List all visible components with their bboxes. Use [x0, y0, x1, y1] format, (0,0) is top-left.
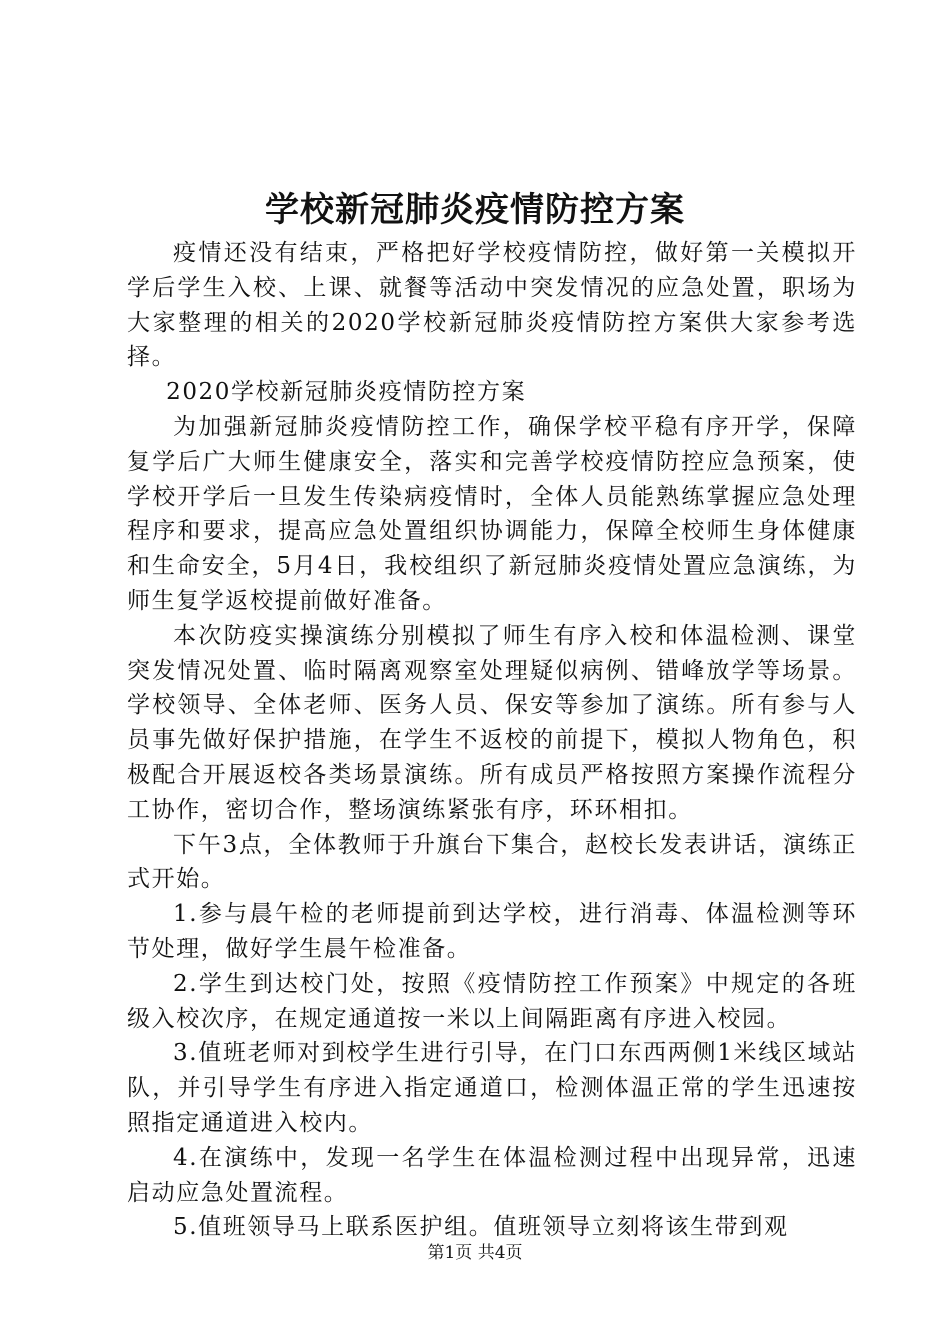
list-item: 2.学生到达校门处，按照《疫情防控工作预案》中规定的各班级入校次序，在规定通道按一米以上间隔距离有序进入校园。: [127, 970, 857, 1032]
document-title: 学校新冠肺炎疫情防控方案: [265, 190, 685, 230]
body-paragraph: 为加强新冠肺炎疫情防控工作，确保学校平稳有序开学，保障复学后广大师生健康安全，落实和完善学校疫情防控应急预案，使学校开学后一旦发生传染病疫情时，全体人员能熟练掌握应急处理程序和要求，提高应急处置组织协调能力，保障全校师生身体健康和生命安全，5月4日，我校组织了新冠肺炎疫情处置应急演练，为师生复学返校提前做好准备。: [127, 413, 857, 614]
document-body: [127, 236, 857, 1245]
body-paragraph: 本次防疫实操演练分别模拟了师生有序入校和体温检测、课堂突发情况处置、临时隔离观察室处理疑似病例、错峰放学等场景。学校领导、全体老师、医务人员、保安等参加了演练。所有参与人员事先做好保护措施，在学生不返校的前提下，模拟人物角色，积极配合开展返校各类场景演练。所有成员严格按照方案操作流程分工协作，密切合作，整场演练紧张有序，环环相扣。: [127, 622, 857, 823]
section-heading: 2020学校新冠肺炎疫情防控方案: [166, 379, 527, 406]
list-item: 4.在演练中，发现一名学生在体温检测过程中出现异常，迅速启动应急处置流程。: [127, 1144, 857, 1206]
page-number-footer: 第1页 共4页: [427, 1243, 523, 1263]
body-paragraph: 下午3点，全体教师于升旗台下集合，赵校长发表讲话，演练正式开始。: [127, 831, 857, 893]
intro-paragraph: 疫情还没有结束，严格把好学校疫情防控，做好第一关模拟开学后学生入校、上课、就餐等活动中突发情况的应急处置，职场为大家整理的相关的2020学校新冠肺炎疫情防控方案供大家参考选择。: [127, 240, 857, 371]
list-item: 5.值班领导马上联系医护组。值班领导立刻将该生带到观: [173, 1214, 789, 1241]
list-item: 1.参与晨午检的老师提前到达学校，进行消毒、体温检测等环节处理，做好学生晨午检准备。: [127, 901, 857, 962]
list-item: 3.值班老师对到校学生进行引导，在门口东西两侧1米线区域站队，并引导学生有序进入指定通道口，检测体温正常的学生迅速按照指定通道进入校内。: [127, 1040, 857, 1136]
